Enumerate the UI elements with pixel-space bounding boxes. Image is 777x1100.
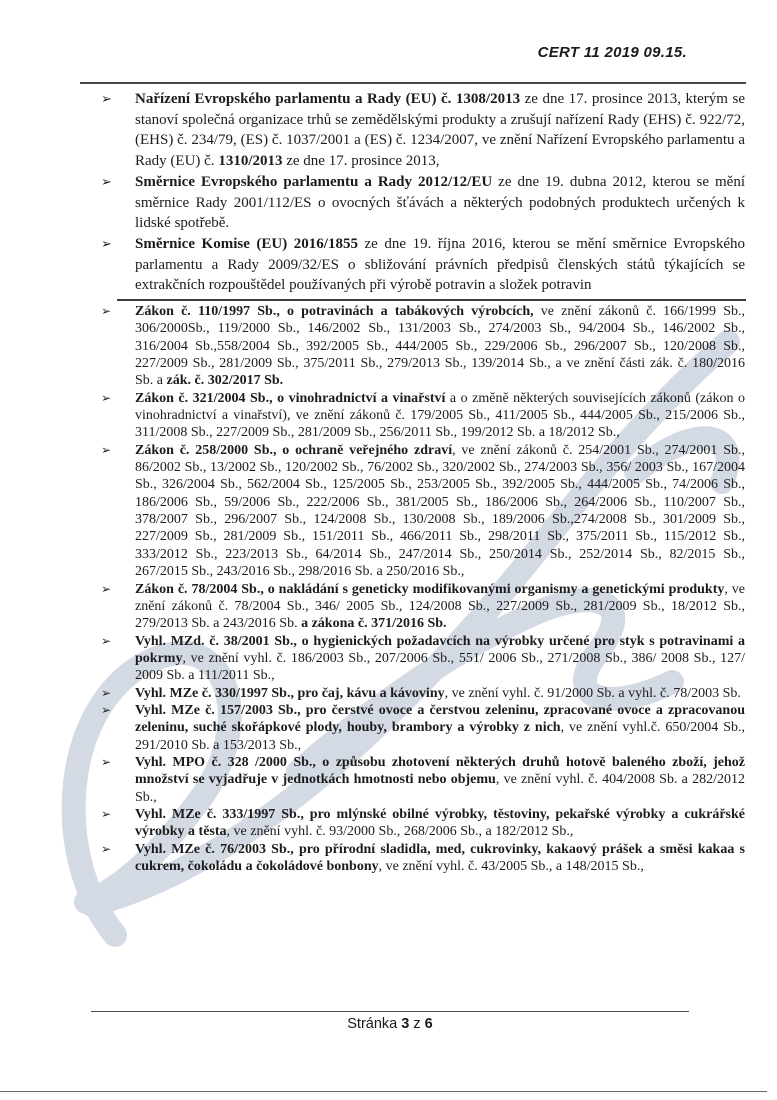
arrow-bullet-icon: ➢ — [101, 685, 111, 700]
legal-act-title: Vyhl. MZe č. 330/1997 Sb., pro čaj, kávu a kávoviny — [135, 685, 445, 701]
legal-act-amendments: a o změně některých souvisejících zákonů (zákon o vinohradnictví a vinařství), ve znění zákonů č. 179/2005 Sb., 411/2005 Sb., 444/2005 Sb., 215/2006 Sb., 311/2008 Sb., 227/2009 Sb., 281/2009 Sb., 256/2011 Sb., 199/2012 Sb. a 18/2012 Sb., — [135, 390, 745, 441]
list-item — [101, 172, 745, 234]
legal-act-title: Vyhl. MZe č. 333/1997 Sb., pro mlýnské obilné výrobky, těstoviny, pekařské výrobky a cukrářské výrobky a těsta — [135, 806, 745, 840]
legal-act-title: Zákon č. 321/2004 Sb., o vinohradnictví a vinařství — [135, 390, 446, 406]
legal-act-amendments: , ve znění vyhl. č. 404/2008 Sb. a 282/2012 Sb., — [135, 772, 745, 805]
legal-act-amendments: ze dne 19. dubna 2012, kterou se mění směrnice Rady 2001/112/ES o ovocných šťávách a některých podobných produktech určených k lidské spotřebě. — [135, 173, 745, 232]
legal-act-amendments: ve znění zákonů č. 166/1999 Sb., 306/2000Sb., 119/2000 Sb., 146/2002 Sb., 131/2003 Sb., 274/2003 Sb., 94/2004 Sb., 146/2002 Sb., 316/2004 Sb.,558/2004 Sb., 392/2005 Sb., 444/2005 Sb., 229/2006 Sb., 296/2007 Sb., 120/2008 Sb., 227/2009 Sb., 281/2009 Sb., 375/2011 Sb., 279/2013 Sb., 139/2014 Sb., a ve znění části zák. č. 180/2016 Sb. a — [135, 304, 745, 389]
legal-act-amendments: ze dne 17. prosince 2013, kterým se stanoví společná organizace trhů se zemědělskými produkty a zrušují nařízení Rady (EHS) č. 922/72, (EHS) č. 234/79, (ES) č. 1037/2001 a (ES) č. 1234/2007, ve znění Nařízení Evropského parlamentu a Rady (EU) č. — [135, 91, 745, 170]
legal-act-amendments: , ve znění zákonů č. 78/2004 Sb., 346/ 2005 Sb., 124/2008 Sb., 227/2009 Sb., 281/2009 Sb., 18/2012 Sb., 279/2013 Sb. a 243/2016 Sb. — [135, 581, 745, 632]
page-number-separator: z — [409, 1016, 425, 1032]
list-item — [101, 806, 745, 841]
legal-act-title: Směrnice Komise (EU) 2016/1855 — [135, 235, 358, 252]
list-item — [101, 303, 745, 390]
legal-act-amendments: , ve znění vyhl. č. 43/2005 Sb., a 148/2015 Sb., — [378, 859, 644, 874]
page-number-total: 6 — [424, 1016, 433, 1032]
arrow-bullet-icon: ➢ — [101, 633, 111, 648]
section-divider — [117, 299, 746, 301]
legal-act-title: a zákona č. 371/2016 Sb. — [301, 616, 447, 632]
arrow-bullet-icon: ➢ — [101, 304, 111, 318]
legal-act-title: Vyhl. MZe č. 76/2003 Sb., pro přírodní sladidla, med, cukrovinky, kakaový prášek a směsi kakaa s cukrem, čokoládu a čokoládové bonbony — [135, 841, 745, 874]
list-item — [101, 754, 745, 806]
legal-act-title: Vyhl. MZe č. 157/2003 Sb., pro čerstvé ovoce a čerstvou zeleninu, zpracované ovoce a zpracovanou zeleninu, suché skořápkové plody, houby, brambory a výrobky z nich — [135, 702, 745, 736]
legal-act-title: Směrnice Evropského parlamentu a Rady 2012/12/EU — [135, 173, 493, 190]
header-divider — [80, 82, 746, 84]
legal-act-amendments: ze dne 19. října 2016, kterou se mění směrnice Evropského parlamentu a Rady 2009/32/ES o sbližování právních předpisů členských států týkajících se extrakčních rozpouštědel používaných při výrobě potravin a složek potravin — [135, 235, 745, 294]
page-number — [91, 1016, 689, 1032]
legal-act-title: Vyhl. MPO č. 328 /2000 Sb., o způsobu zhotovení některých druhů hotově baleného zboží, jehož množství se vyjadřuje v jednotkách hmotnosti nebo objemu — [135, 754, 745, 788]
legal-act-amendments: ze dne 17. prosince 2013, — [282, 153, 440, 170]
list-item — [101, 89, 745, 172]
eu-legislation-list — [0, 89, 777, 296]
page-number-current: 3 — [401, 1016, 410, 1032]
list-item — [101, 702, 745, 754]
legal-act-amendments: , ve znění vyhl. č. 93/2000 Sb., 268/2006 Sb., a 182/2012 Sb., — [226, 824, 574, 840]
legal-act-amendments: , ve znění vyhl.č. 650/2004 Sb., 291/2010 Sb. a 153/2013 Sb., — [135, 720, 745, 753]
list-item — [101, 685, 745, 702]
legal-act-title: 1310/2013 — [218, 153, 283, 170]
arrow-bullet-icon: ➢ — [101, 581, 111, 596]
legal-act-amendments: , ve znění vyhl. č. 186/2003 Sb., 207/2006 Sb., 551/ 2006 Sb., 271/2008 Sb., 386/ 2008 Sb., 127/ 2009 Sb. a 111/2011 Sb., — [135, 650, 745, 684]
arrow-bullet-icon: ➢ — [101, 754, 111, 769]
legal-act-amendments: , ve znění zákonů č. 254/2001 Sb., 274/2001 Sb., 86/2002 Sb., 13/2002 Sb., 120/2002 Sb., 76/2002 Sb., 320/2002 Sb., 274/2003 Sb., 356/ 2003 Sb., 167/2004 Sb., 326/2004 Sb., 562/2004 Sb., 125/2005 Sb., 253/2005 Sb., 392/2005 Sb., 444/2005 Sb., 74/2006 Sb., 186/2006 Sb., 59/2006 Sb., 222/2006 Sb., 381/2005 Sb., 186/2006 Sb., 264/2006 Sb., 110/2007 Sb., 378/2007 Sb., 296/2007 Sb., 124/2008 Sb., 130/2008 Sb., 189/2006 Sb.,274/2008 Sb., 301/2009 Sb., 227/2009 Sb., 281/2009 Sb., 151/2011 Sb., 466/2011 Sb., 298/2011 Sb., 375/2011 Sb., 115/2012 Sb., 333/2012 Sb., 223/2013 Sb., 64/2014 Sb., 247/2014 Sb., 250/2014 Sb., 252/2014 Sb., 82/2015 Sb., 267/2015 Sb., 243/2016 Sb., 298/2016 Sb. a 250/2016 Sb., — [135, 442, 746, 580]
footer-divider — [91, 1011, 689, 1012]
page-number-prefix: Stránka — [347, 1016, 402, 1032]
list-item — [101, 841, 745, 876]
arrow-bullet-icon: ➢ — [101, 92, 112, 106]
document-reference: CERT 11 2019 09.15. — [537, 44, 687, 61]
list-item — [101, 581, 745, 633]
legal-act-amendments: , ve znění vyhl. č. 91/2000 Sb. a vyhl. č. 78/2003 Sb. — [444, 685, 741, 701]
legal-act-title: Nařízení Evropského parlamentu a Rady (EU) č. 1308/2013 — [135, 91, 521, 107]
legal-act-title: zák. č. 302/2017 Sb. — [166, 373, 284, 389]
arrow-bullet-icon: ➢ — [101, 702, 111, 717]
scan-edge-line — [0, 1091, 767, 1092]
arrow-bullet-icon: ➢ — [101, 806, 111, 821]
legal-act-title: Zákon č. 258/2000 Sb., o ochraně veřejného zdraví — [135, 442, 453, 458]
arrow-bullet-icon: ➢ — [101, 841, 111, 856]
national-legislation-list — [0, 303, 777, 875]
list-item — [101, 234, 745, 296]
list-item — [101, 390, 745, 442]
legal-act-title: Vyhl. MZd. č. 38/2001 Sb., o hygienických požadavcích na výrobky určené pro styk s potravinami a pokrmy — [135, 633, 745, 666]
legal-act-title: Zákon č. 110/1997 Sb., o potravinách a tabákových výrobcích, — [135, 304, 534, 319]
arrow-bullet-icon: ➢ — [101, 236, 112, 251]
arrow-bullet-icon: ➢ — [101, 174, 112, 189]
legal-act-title: Zákon č. 78/2004 Sb., o nakládání s geneticky modifikovanými organismy a genetickými produkty — [135, 581, 725, 597]
arrow-bullet-icon: ➢ — [101, 442, 111, 457]
list-item — [101, 442, 746, 581]
arrow-bullet-icon: ➢ — [101, 390, 111, 405]
list-item — [101, 633, 745, 685]
